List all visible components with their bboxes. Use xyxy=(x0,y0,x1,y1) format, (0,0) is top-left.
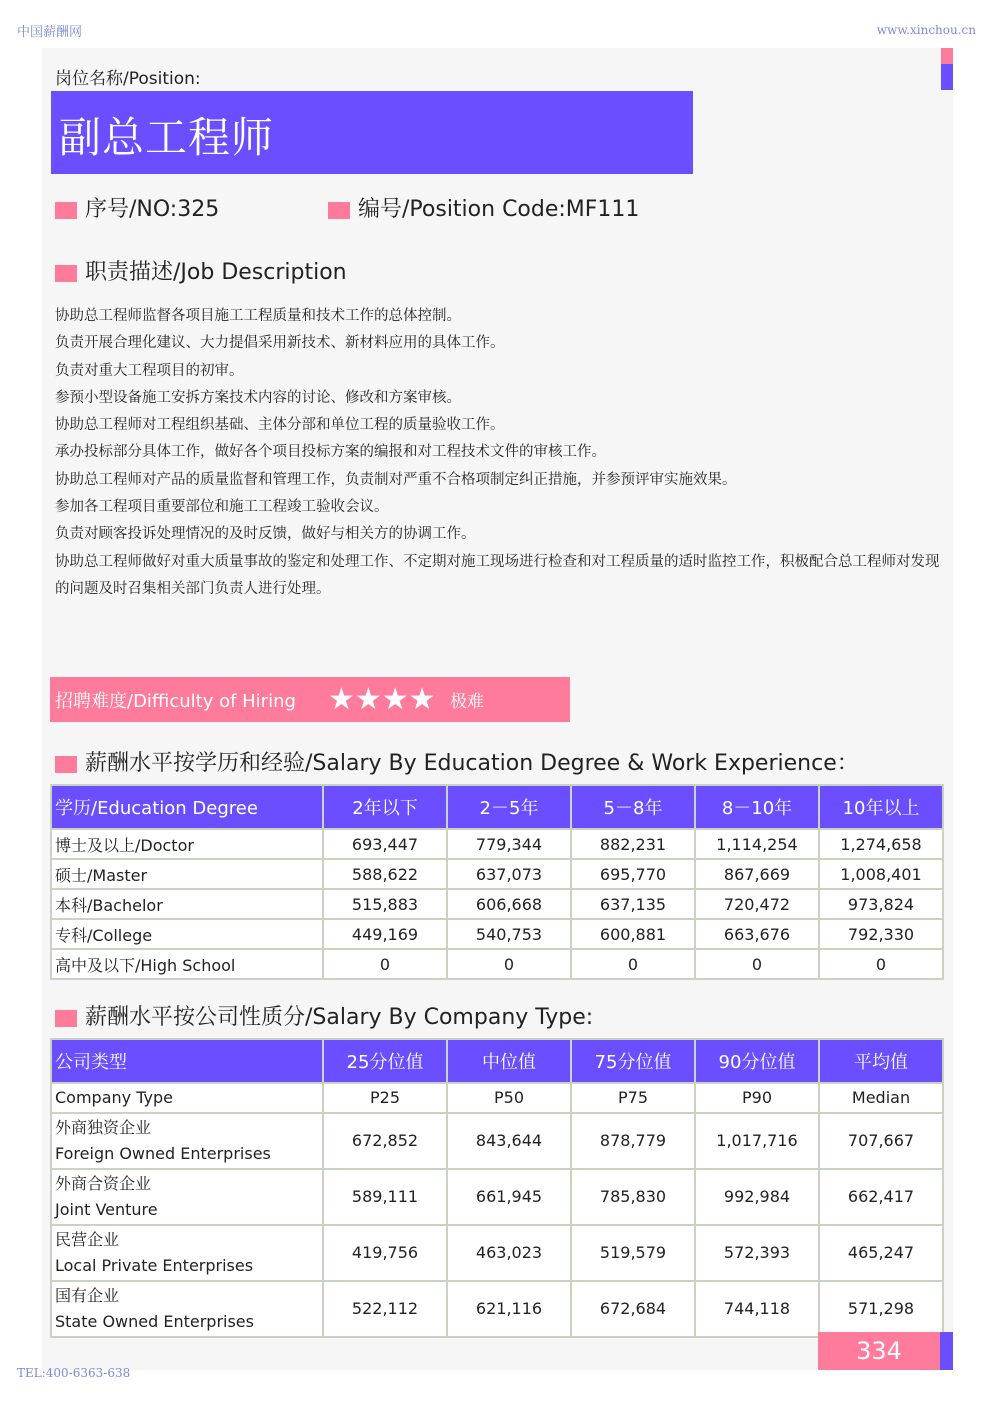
column-header: 90分位值 xyxy=(695,1039,819,1083)
site-url[interactable]: www.xinchou.cn xyxy=(876,23,976,37)
row-label: 博士及以上/Doctor xyxy=(51,829,323,859)
table-row xyxy=(51,1281,943,1337)
job-description-list xyxy=(55,303,945,603)
row-label xyxy=(51,1225,323,1281)
company-type-cn: 民营企业 xyxy=(55,1230,120,1249)
column-header: 中位值 xyxy=(447,1039,571,1083)
table-cell: 0 xyxy=(447,949,571,979)
position-title: 副总工程师 xyxy=(59,113,275,162)
company-type-cn: 国有企业 xyxy=(55,1286,120,1305)
table-cell: 0 xyxy=(571,949,695,979)
table-cell: 0 xyxy=(819,949,943,979)
table-cell: 571,298 xyxy=(819,1281,943,1337)
column-header: 2－5年 xyxy=(447,785,571,829)
table-cell: 600,881 xyxy=(571,919,695,949)
table-cell: 572,393 xyxy=(695,1225,819,1281)
table-cell: 693,447 xyxy=(323,829,447,859)
table-cell: 867,669 xyxy=(695,859,819,889)
column-header: 平均值 xyxy=(819,1039,943,1083)
salary-company-heading xyxy=(55,1000,593,1031)
footer-telephone: TEL:400-6363-638 xyxy=(17,1366,131,1380)
company-type-cn: 外商独资企业 xyxy=(55,1118,152,1137)
table-cell: 992,984 xyxy=(695,1169,819,1225)
table-cell: Median xyxy=(819,1083,943,1113)
table-cell: 663,676 xyxy=(695,919,819,949)
row-label: 本科/Bachelor xyxy=(51,889,323,919)
page-number-accent-bar xyxy=(940,1332,953,1370)
company-type-en: State Owned Enterprises xyxy=(55,1312,254,1331)
table-cell: 1,017,716 xyxy=(695,1113,819,1169)
salary-education-table xyxy=(50,784,944,980)
pink-square-icon xyxy=(328,202,350,219)
job-description-line: 负责开展合理化建议、大力提倡采用新技术、新材料应用的具体工作。 xyxy=(55,335,505,352)
table-cell: 1,274,658 xyxy=(819,829,943,859)
table-cell: 779,344 xyxy=(447,829,571,859)
table-cell: 744,118 xyxy=(695,1281,819,1337)
table-cell: 606,668 xyxy=(447,889,571,919)
row-label xyxy=(51,1169,323,1225)
job-description-line: 协助总工程师对工程组织基础、主体分部和单位工程的质量验收工作。 xyxy=(55,417,505,434)
job-description-line: 协助总工程师监督各项目施工工程质量和技术工作的总体控制。 xyxy=(55,308,461,324)
table-row xyxy=(51,889,943,919)
pink-square-icon xyxy=(55,1010,77,1027)
column-header: 2年以下 xyxy=(323,785,447,829)
position-code xyxy=(328,192,639,223)
star-rating-icon: ★★★★ xyxy=(328,682,436,717)
column-header: 5－8年 xyxy=(571,785,695,829)
job-description-heading xyxy=(55,255,347,286)
company-type-en: Foreign Owned Enterprises xyxy=(55,1144,271,1163)
job-description-line: 参预小型设备施工安拆方案技术内容的讨论、修改和方案审核。 xyxy=(55,389,461,406)
company-type-cn: 外商合资企业 xyxy=(55,1174,152,1193)
table-cell: 465,247 xyxy=(819,1225,943,1281)
company-type-en: Joint Venture xyxy=(55,1200,158,1219)
table-cell: 621,116 xyxy=(447,1281,571,1337)
corner-accent-pink xyxy=(941,48,953,64)
table-row xyxy=(51,1113,943,1169)
column-header: 8－10年 xyxy=(695,785,819,829)
table-cell: 463,023 xyxy=(447,1225,571,1281)
table-cell: 589,111 xyxy=(323,1169,447,1225)
table-cell: 720,472 xyxy=(695,889,819,919)
column-header: 学历/Education Degree xyxy=(51,785,323,829)
job-description-line: 负责对顾客投诉处理情况的及时反馈，做好与相关方的协调工作。 xyxy=(55,526,476,543)
table-cell: P90 xyxy=(695,1083,819,1113)
job-description-line: 负责对重大工程项目的初审。 xyxy=(55,362,244,379)
table-cell: 419,756 xyxy=(323,1225,447,1281)
table-cell: 707,667 xyxy=(819,1113,943,1169)
table-cell: 637,135 xyxy=(571,889,695,919)
position-title-banner xyxy=(51,91,693,174)
table-cell: P50 xyxy=(447,1083,571,1113)
pink-square-icon xyxy=(55,202,77,219)
table-row xyxy=(51,949,943,979)
table-cell: 785,830 xyxy=(571,1169,695,1225)
table-cell: 792,330 xyxy=(819,919,943,949)
table-cell: 449,169 xyxy=(323,919,447,949)
job-description-line: 协助总工程师对产品的质量监督和管理工作，负责制对严重不合格项制定纠正措施，并参预评审实施效果。 xyxy=(55,471,737,488)
row-label: 专科/College xyxy=(51,919,323,949)
table-row xyxy=(51,859,943,889)
table-cell: 522,112 xyxy=(323,1281,447,1337)
table-cell: 0 xyxy=(323,949,447,979)
row-label: 硕士/Master xyxy=(51,859,323,889)
table-row xyxy=(51,829,943,859)
table-cell: 540,753 xyxy=(447,919,571,949)
salary-education-heading xyxy=(55,746,859,777)
table-cell: 1,008,401 xyxy=(819,859,943,889)
job-description-line: 承办投标部分具体工作，做好各个项目投标方案的编报和对工程技术文件的审核工作。 xyxy=(55,444,606,461)
table-cell: 843,644 xyxy=(447,1113,571,1169)
column-header: 25分位值 xyxy=(323,1039,447,1083)
pink-square-icon xyxy=(55,265,77,282)
row-label xyxy=(51,1113,323,1169)
table-cell: 637,073 xyxy=(447,859,571,889)
company-type-en: Local Private Enterprises xyxy=(55,1256,254,1275)
table-cell: 1,114,254 xyxy=(695,829,819,859)
hiring-difficulty-label: 招聘难度/Difficulty of Hiring xyxy=(55,691,296,712)
table-cell: 695,770 xyxy=(571,859,695,889)
row-label xyxy=(51,1281,323,1337)
page-number: 334 xyxy=(818,1332,940,1370)
job-description-line: 协助总工程师做好对重大质量事故的鉴定和处理工作、不定期对施工现场进行检查和对工程质量的适时监控工作，积极配合总工程师对发现的问题及时召集相关部门负责人进行处理。 xyxy=(55,553,940,597)
corner-accent-bar xyxy=(941,48,953,90)
job-description-heading-text: 职责描述/Job Description xyxy=(85,260,347,285)
table-cell: 588,622 xyxy=(323,859,447,889)
hiring-difficulty-banner xyxy=(50,677,570,722)
table-subheader-row xyxy=(51,1083,943,1113)
table-cell: 882,231 xyxy=(571,829,695,859)
row-label: 高中及以下/High School xyxy=(51,949,323,979)
table-cell: 661,945 xyxy=(447,1169,571,1225)
table-row xyxy=(51,1225,943,1281)
position-code-text: 编号/Position Code:MF111 xyxy=(358,197,640,222)
salary-education-heading-text: 薪酬水平按学历和经验/Salary By Education Degree & Work Experience： xyxy=(85,751,859,776)
site-name: 中国薪酬网 xyxy=(17,25,83,40)
column-header: 公司类型 xyxy=(51,1039,323,1083)
table-header-row xyxy=(51,785,943,829)
table-cell: 672,684 xyxy=(571,1281,695,1337)
position-label: 岗位名称/Position: xyxy=(55,69,201,89)
table-header-row xyxy=(51,1039,943,1083)
serial-number xyxy=(55,192,219,223)
row-label: Company Type xyxy=(51,1083,323,1113)
hiring-difficulty-level: 极难 xyxy=(450,692,484,712)
table-cell: 878,779 xyxy=(571,1113,695,1169)
column-header: 75分位值 xyxy=(571,1039,695,1083)
table-cell: 515,883 xyxy=(323,889,447,919)
table-cell: P75 xyxy=(571,1083,695,1113)
salary-company-heading-text: 薪酬水平按公司性质分/Salary By Company Type: xyxy=(85,1005,594,1030)
table-cell: P25 xyxy=(323,1083,447,1113)
table-cell: 519,579 xyxy=(571,1225,695,1281)
pink-square-icon xyxy=(55,756,77,773)
table-cell: 0 xyxy=(695,949,819,979)
table-cell: 662,417 xyxy=(819,1169,943,1225)
table-row xyxy=(51,919,943,949)
table-cell: 672,852 xyxy=(323,1113,447,1169)
column-header: 10年以上 xyxy=(819,785,943,829)
table-cell: 973,824 xyxy=(819,889,943,919)
salary-company-table xyxy=(50,1038,944,1338)
serial-number-text: 序号/NO:325 xyxy=(85,197,220,222)
table-row xyxy=(51,1169,943,1225)
job-description-line: 参加各工程项目重要部位和施工工程竣工验收会议。 xyxy=(55,499,389,516)
